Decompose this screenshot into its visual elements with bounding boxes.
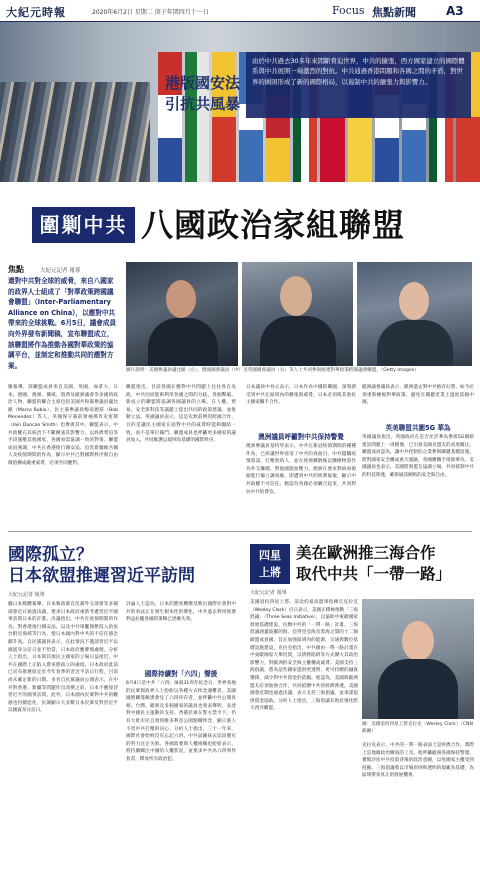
article3-kicker-line1: 四星	[259, 549, 281, 562]
photo-caption: 圖片說明：美國參議員盧比歐（左）、德國國會議員（中）及英國國會議員（右）等人士共同參與組建對華政策跨國議會聯盟。（Getty Images）	[126, 368, 419, 373]
article-column-4: 歐洲議會議員表示，歐洲過去對中共抱有幻想，如今必須重新檢視對華政策，避免在關鍵產業上過度依賴中國。	[362, 385, 474, 406]
article3-kicker	[250, 544, 290, 584]
subheading-5g: 英美聯盟共圍5G 華為	[385, 424, 451, 432]
hero-title-line1: 港版國安法	[164, 74, 240, 92]
intro-summary	[8, 276, 120, 370]
article2-column-1: 據日本媒體報導，日本執政黨自民黨外交部會等多個部會近日通過決議，要求日本政府重新考慮習近平國事訪問日本的計畫。決議指出，中共在疫情期間的作為、對香港推行國安法，以及中共軍艦頻繁侵入釣魚台附近海域等行為，使日本國內對中共的不信任感急劇升高。自民黨議員表示，在此情況下邀請習近平以國賓身分訪日並不恰當，日本政府應審慎處理。分析人士指出，日本與其他民主國家的立場日益接近，中共在國際上正陷入愈來愈孤立的處境。日本政府此前已宣布推遲原定於今年春季的習近平訪日行程，目前尚未確定新的日期。多名自民黨議員公開表示，在中共對香港、新疆等問題作出改變之前，日本不應接待習近平的國事訪問。此外，日本國內民眾對中共的觀感也持續惡化，民調顯示大多數日本民眾反對習近平以國賓身分訪日。	[8, 602, 118, 714]
article3-title-line1: 美在歐洲推三海合作	[296, 543, 436, 562]
intro-text: 還對中共對全球的威脅，來自八國家的政界人士組成了「對華政策跨國議會聯盟」（Inter-Parliamentary Alliance on China），以應對中共帶來的全球挑戰。6月5日，議會成員向外界發布新聞稿，宣布聯盟成立，該聯盟將作為推動各國對華政策的協調平台，並制定和推動共同的應對方案。	[8, 277, 117, 370]
article3-kicker-line2: 上將	[259, 566, 281, 579]
photo-politician-3	[357, 262, 472, 366]
subheading-june4: 國際持續對「六四」聲援	[144, 670, 218, 678]
article2-column-2b: 6月4日是中共「六四」屠殺31周年紀念日，世界各地的民眾與政界人士紛紛以各種方式悼念遇難者。美國國務卿蓬佩奧會見了六四倖存者，並呼籲中共公開真相。台灣、歐洲及多個國家的議員也發表聲明，表達對中國民主運動的支持。香港民眾在警方禁令下，仍有大批市民自發到維多利亞公園點燭悼念，顯示港人不畏中共打壓的決心。分析人士指出，三十一年來，國際社會始終沒有忘記六四，中共試圖抹去這段歷史的努力注定失敗。各國政要與人權組織也紛紛表示，將持續關注中國的人權狀況，並要求中共為六四事件負責，釋放所有政治犯。	[126, 681, 236, 762]
article2-title	[8, 545, 238, 587]
article2-column-2: 評論人士認為，日本的態度轉變反映出國際社會對中共的看法正在發生根本性的變化，中共過去利用經濟利益拉攏各國的策略已逐漸失效。	[126, 602, 236, 623]
article-column-3: 日本議員中谷元表示，日本作為中國的鄰國，深刻感受到中共在區域內的擴張與威脅，日本必須與其他民主國家攜手合作。	[246, 385, 356, 406]
hero-title	[145, 73, 240, 115]
article2-reporter: 大紀元記者 報導	[8, 592, 45, 598]
intro-reporter: 大紀元記者 報導	[40, 268, 81, 274]
photo-general	[362, 599, 474, 719]
intro-label: 焦點	[8, 265, 24, 274]
headline-title: 八國政治家組聯盟	[141, 206, 406, 244]
photo-politician-1	[126, 262, 238, 366]
article3-column-1: 美國退役四星上將、前北約最高盟軍指揮官克拉克（Wesley Clark）近日表示，美國正積極推動「三海倡議」（Three Seas Initiative），以協助中東歐國家發展基礎建設，抗衡中共的「一帶一路」計畫。三海倡議涵蓋波羅的海、亞得里亞海及黑海之間的十二個歐盟成員國，旨在加強區域內的能源、交通與數位基礎設施建設。克拉克指出，中共藉由一帶一路計畫在中東歐國家大舉投資，以債務陷阱等方式擴大其政治影響力，對歐洲的安全與主權構成威脅。美國支持三海倡議，將為這些國家提供更透明、更可持續的融資選擇，減少對中共資金的依賴。他認為，美國與歐洲盟友必須加強合作，共同抵禦中共的經濟滲透。美國國會近期也通過決議，表示支持三海倡議，並承諾提供資金協助。分析人士指出，三海倡議有助於強化跨大西洋聯盟。	[250, 600, 358, 712]
article3-photo-caption: 圖：美國退役四星上將克拉克（Wesley Clark）（CNN 截圖）	[362, 722, 473, 734]
article-column-2: 聯盟指出，目前各國在應對中共問題上往往各自為政，中共因而能夠利用各國之間的分歧，各個擊破。新成立的聯盟將協調各國議員的立場，在人權、貿易、安全與科技等議題上提出共同的政策建議，並推動立法。英國議員表示，這是史無前例的跨國合作，目的是讓民主國家在面對中共的威脅時能夠團結一致，而不是單打獨鬥。聯盟成員也呼籲更多國家的議員加入，共同維護以規則為基礎的國際秩序。	[126, 385, 236, 444]
article2-title-line1: 國際孤立？	[8, 545, 93, 565]
headline-kicker: 圍剿中共	[32, 207, 135, 243]
article3-column-2: 克拉克表示，中共的一帶一路表面上是經濟合作，實際上是地緣政治擴張的工具。他呼籲歐洲各國保持警覺，審慎評估中共投資背後的政治意圖，以免國家主權受到侵蝕。三海倡議將以市場原則和透明的規範為基礎，為區域帶來真正的發展機會。	[362, 743, 474, 779]
crowd-graphic	[0, 82, 150, 182]
article2-title-line2: 日本欲盟推遲習近平訪問	[8, 566, 195, 586]
article3-reporter: 大紀元記者 報導	[250, 590, 287, 596]
hero-blurb: 由於中共過去30多年來間斷脅迫世界，中共的擴張，西方國家建立的國際體系與中共展開一場激烈的對抗。中共通過香港問題和各國之間的矛盾，對世界的圍困形成了新的國際格局，以遏制中共的擴張力與影響力。	[252, 57, 465, 86]
issue-date: 2020年6月2日 星期二 庚子年閏四月十一日	[92, 9, 209, 16]
photo-politician-2	[242, 262, 353, 366]
section-name: 焦點新聞	[372, 6, 416, 19]
page-number: A3	[446, 4, 464, 18]
hero-blurb-box	[246, 52, 471, 118]
subheading-australia: 澳洲議員呼籲對中共保持警覺	[258, 433, 344, 441]
article3-title-line2: 取代中共「一帶一路」	[296, 564, 452, 583]
newspaper-logo: 大紀元時報	[6, 6, 66, 19]
section-focus-label: Focus	[332, 4, 365, 17]
hero-title-line2: 引抗共風暴	[164, 95, 240, 113]
article3-title	[296, 542, 474, 584]
article-column-1: 據報導，該聯盟成員來自美國、英國、加拿大、日本、德國、澳洲、挪威、瑞典及歐洲議會等多國的政治人物。聯盟的聯合主席包括美國共和黨參議員盧比歐（Marco Rubio）、民主黨參議員梅南德茲（Bob Menendez）等人，英國保守黨前領袖鄧肯史密斯（Iain Duncan Smith）也參與其中。聯盟表示，中共政權在其統治下不斷擴張其影響力，以經濟脅迫等手段施壓其他國家，各國亟需協調一致的對策。聯盟成員強調，中共在香港推行國安法、迫害新疆維吾爾人及疫情期間的作為，顯示中共已對國際秩序與自由價值構成嚴重威脅，必須共同應對。	[8, 385, 118, 466]
article-column-3b: 澳洲參議員基特琴表示，中共在新冠疫情期間的種種作為，已經讓世界看清了中共的真面目。中共隱瞞疫情資訊、打壓吹哨人，並在疫情擴散後以醫療物資作為外交籌碼，對他國施加壓力。澳洲在要求對病毒源頭進行獨立調查後，即遭到中共的經濟報復，顯示中共政權不可信任。她認為各國必須聯合起來，共同對抗中共的脅迫。	[246, 444, 356, 495]
section-divider	[8, 531, 472, 532]
article-column-4b: 英國議員指出，英國政府在是否允許華為參與5G網絡建設問題上一再猶豫，已引發美國及盟友的高度關注。聯盟成員認為，讓中共控制的企業參與關鍵基礎設施，將對國家安全構成重大風險，各國應攜手排除華為。美國議員也表示，美國將與盟友協調立場，共同抵制中共的科技滲透，確保通訊網絡的安全與自由。	[362, 435, 474, 478]
